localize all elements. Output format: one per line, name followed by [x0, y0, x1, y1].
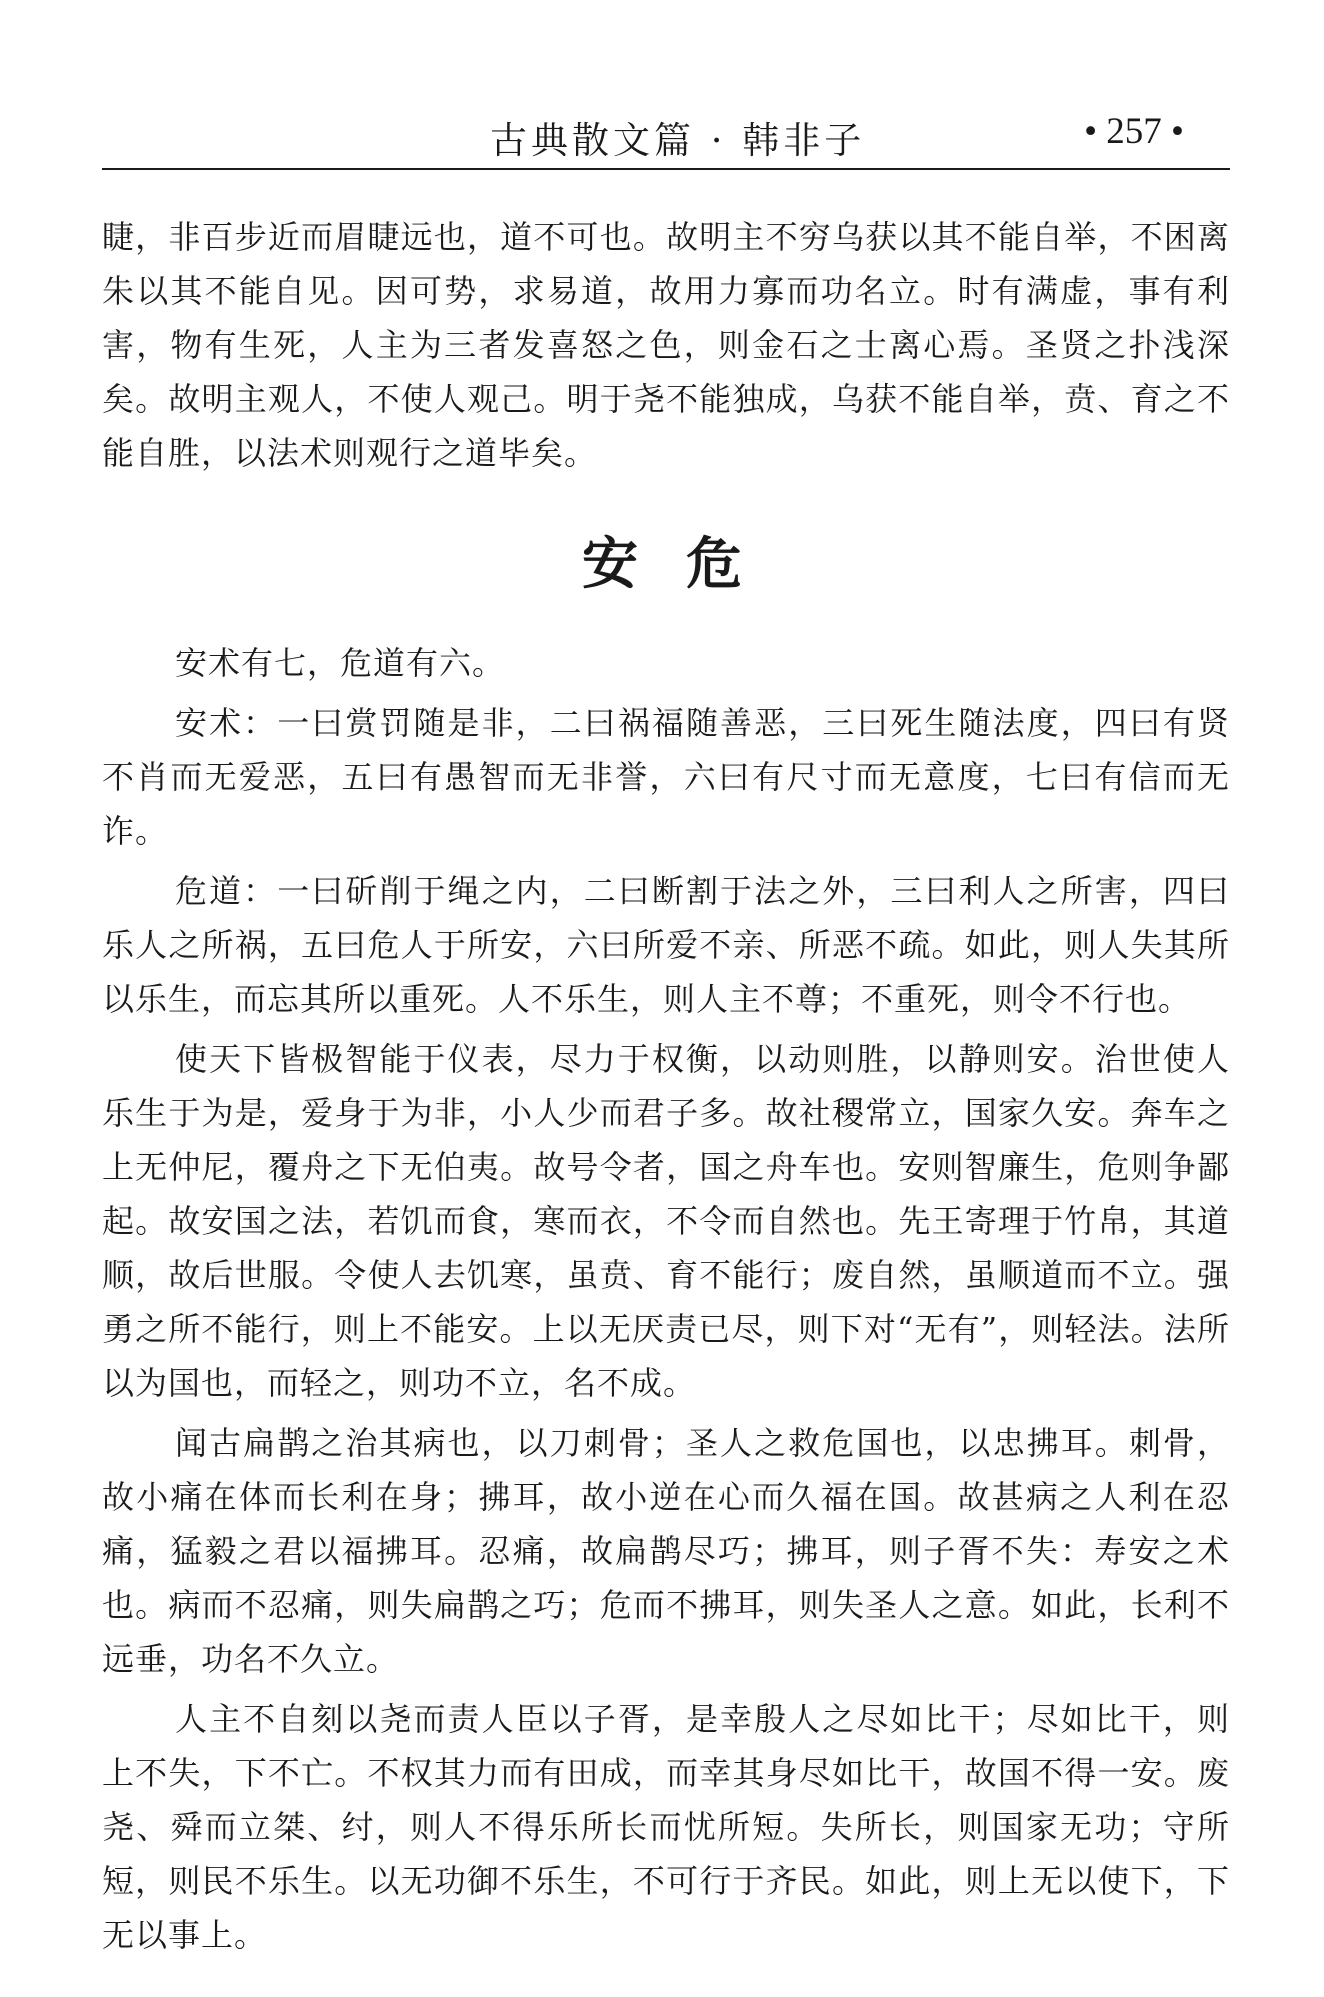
section-title: 安危 — [582, 532, 790, 597]
page-number: • 257 • — [1084, 111, 1184, 152]
running-title: 古典散文篇 · 韩非子 — [490, 119, 866, 162]
paragraph: 安术：一曰赏罚随是非，二曰祸福随善恶，三曰死生随法度，四曰有贤不肖而无爱恶，五曰有愚智而无非誉，六曰有尺寸而无意度，七曰有信而无诈。 — [102, 704, 1230, 850]
continuation-text — [102, 210, 1230, 480]
paragraph: 人主不自刻以尧而责人臣以子胥，是幸殷人之尽如比干；尽如比干，则上不失，下不亡。不权其力而有田成，而幸其身尽如比干，故国不得一安。废尧、舜而立桀、纣，则人不得乐所长而忧所短。失所长，则国家无功；守所短，则民不乐生。以无功御不乐生，不可行于齐民。如此，则上无以使下，下无以事上。 — [102, 1700, 1230, 1954]
page-header — [102, 100, 1230, 170]
paragraph: 危道：一曰斫削于绳之内，二曰断割于法之外，三曰利人之所害，四曰乐人之所祸，五曰危人于所安，六曰所爱不亲、所恶不疏。如此，则人失其所以乐生，而忘其所以重死。人不乐生，则人主不尊；不重死，则令不行也。 — [102, 872, 1230, 1018]
section-body — [102, 636, 1230, 1968]
paragraph: 闻古扁鹊之治其病也，以刀刺骨；圣人之救危国也，以忠拂耳。刺骨，故小痛在体而长利在身；拂耳，故小逆在心而久福在国。故甚病之人利在忍痛，猛毅之君以福拂耳。忍痛，故扁鹊尽巧；拂耳，则子胥不失：寿安之术也。病而不忍痛，则失扁鹊之巧；危而不拂耳，则失圣人之意。如此，长利不远垂，功名不久立。 — [102, 1424, 1230, 1678]
paragraph: 睫，非百步近而眉睫远也，道不可也。故明主不穷乌获以其不能自举，不困离朱以其不能自见。因可势，求易道，故用力寡而功名立。时有满虚，事有利害，物有生死，人主为三者发喜怒之色，则金石之士离心焉。圣贤之扑浅深矣。故明主观人，不使人观己。明于尧不能独成，乌获不能自举，贲、育之不能自胜，以法术则观行之道毕矣。 — [102, 218, 1230, 472]
paragraph: 使天下皆极智能于仪表，尽力于权衡，以动则胜，以静则安。治世使人乐生于为是，爱身于为非，小人少而君子多。故社稷常立，国家久安。奔车之上无仲尼，覆舟之下无伯夷。故号令者，国之舟车也。安则智廉生，危则争鄙起。故安国之法，若饥而食，寒而衣，不令而自然也。先王寄理于竹帛，其道顺，故后世服。令使人去饥寒，虽贲、育不能行；废自然，虽顺道而不立。强勇之所不能行，则上不能安。上以无厌责已尽，则下对“无有”，则轻法。法所以为国也，而轻之，则功不立，名不成。 — [102, 1040, 1230, 1402]
paragraph: 安术有七，危道有六。 — [175, 644, 506, 682]
